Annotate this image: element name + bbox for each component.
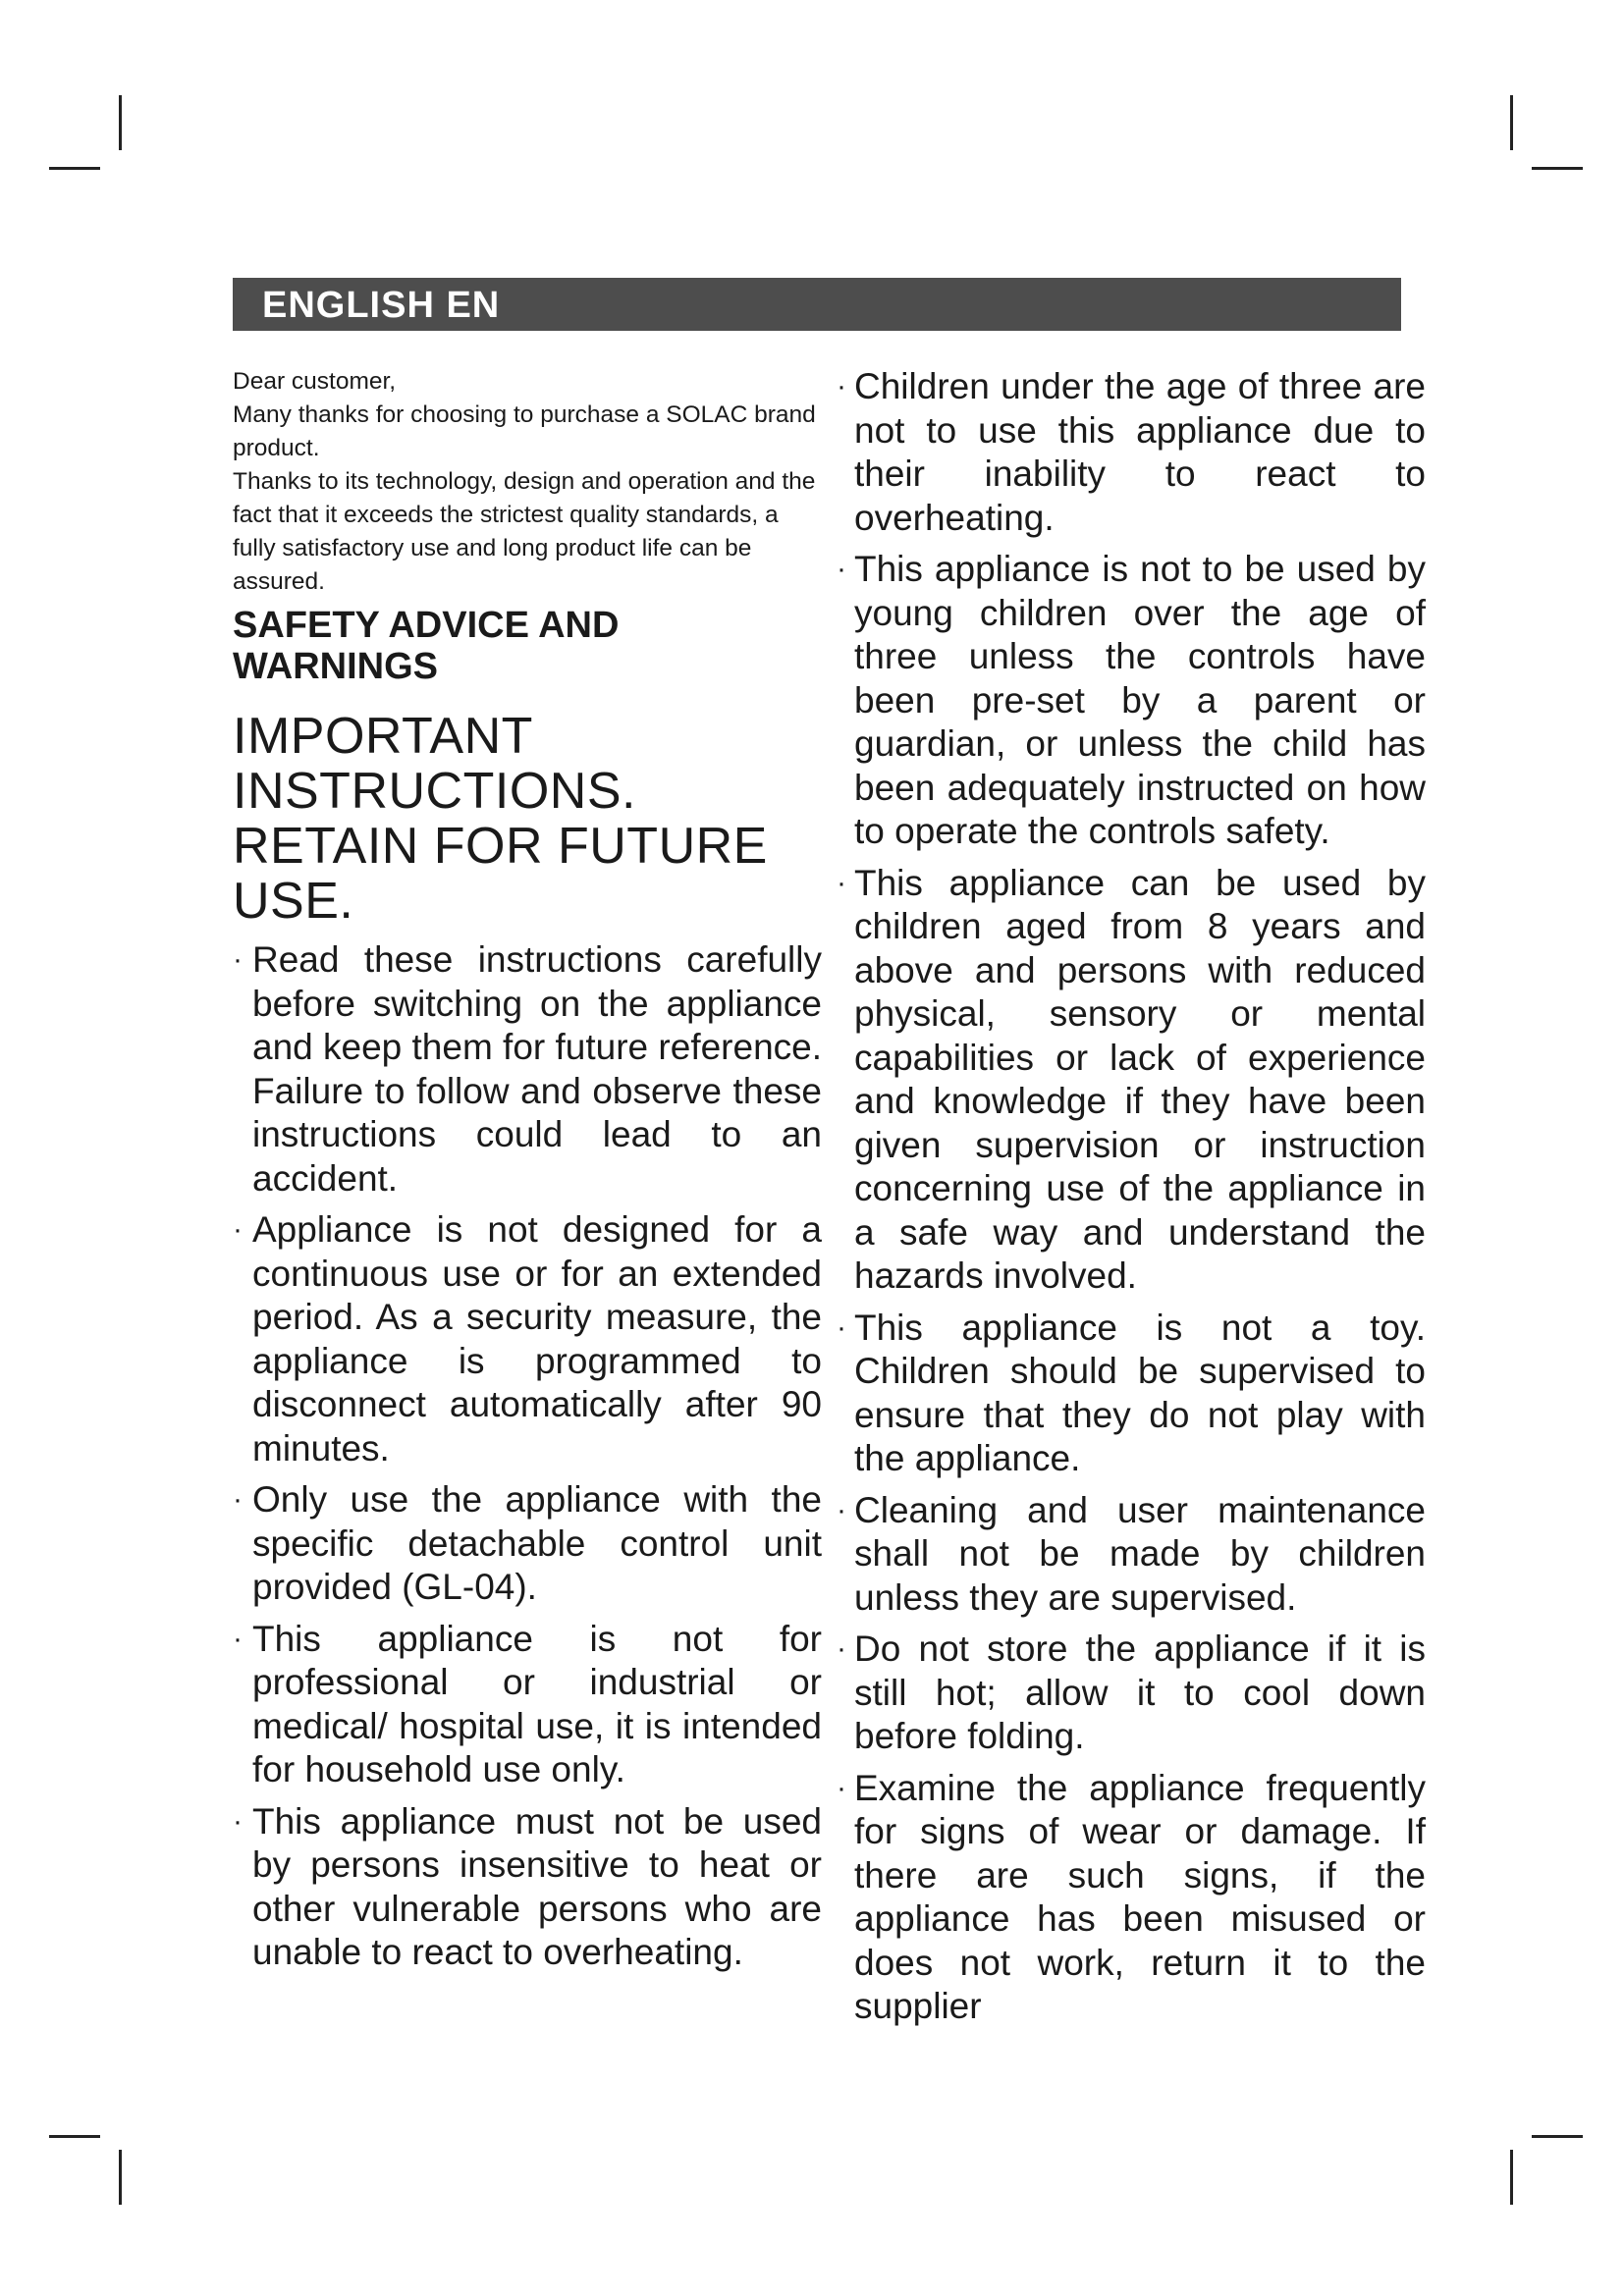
bullet-icon: ·: [837, 1310, 846, 1344]
important-instructions-heading: IMPORTANT INSTRUCTIONS. RETAIN FOR FUTURE USE.: [233, 708, 768, 930]
crop-mark-top-left-horizontal: [49, 167, 100, 170]
list-item-text: This appliance can be used by children aged from 8 years and above and persons with reduced physical, sensory or mental capabilities or lack of experience and knowledge if they have been given supervision or instruction concerning use of the appliance in a safe way and understand the hazards involved.: [854, 862, 1426, 1296]
list-item-text: Do not store the appliance if it is still hot; allow it to cool down before folding.: [854, 1629, 1426, 1756]
list-item: [233, 1618, 822, 1792]
list-item-text: Read these instructions carefully before switching on the appliance and keep them for future reference. Failure to follow and observe these instructions could lead to an accident.: [252, 939, 823, 1199]
bullet-icon: ·: [233, 1622, 243, 1655]
crop-mark-top-left-vertical: [119, 95, 122, 150]
left-warnings-list: [233, 938, 822, 1975]
bullet-icon: ·: [233, 1213, 243, 1246]
language-header-bar: [233, 278, 1401, 331]
list-item: [837, 1767, 1426, 2029]
bullet-icon: ·: [837, 1493, 846, 1526]
right-column: [837, 365, 1426, 2037]
bullet-icon: ·: [233, 943, 243, 976]
list-item-text: Only use the appliance with the specific detachable control unit provided (GL-04).: [252, 1479, 822, 1607]
list-item: [233, 938, 822, 1201]
crop-mark-bottom-right-horizontal: [1532, 2135, 1583, 2138]
list-item-text: Children under the age of three are not to use this appliance due to their inability to react to overheating.: [854, 366, 1426, 538]
list-item-text: Appliance is not designed for a continuous use or for an extended period. As a security measure, the appliance is programmed to disconnect automatically after 90 minutes.: [252, 1209, 822, 1468]
language-label: ENGLISH EN: [262, 285, 501, 326]
bullet-icon: ·: [837, 553, 846, 585]
bullet-icon: ·: [837, 1632, 846, 1665]
list-item: [233, 1208, 822, 1470]
crop-mark-top-right-vertical: [1510, 95, 1513, 150]
bullet-icon: ·: [233, 1483, 243, 1516]
list-item: [837, 862, 1426, 1299]
bullet-icon: ·: [837, 1771, 846, 1804]
list-item: [837, 548, 1426, 854]
crop-mark-bottom-right-vertical: [1510, 2150, 1513, 2205]
list-item-text: This appliance is not a toy. Children should be supervised to ensure that they do not play with the appliance.: [854, 1307, 1426, 1478]
list-item: [837, 1489, 1426, 1621]
bullet-icon: ·: [837, 866, 846, 899]
bullet-icon: ·: [233, 1804, 243, 1838]
crop-mark-bottom-left-horizontal: [49, 2135, 100, 2138]
left-column: [233, 365, 822, 1983]
list-item: [837, 365, 1426, 540]
right-warnings-list: [837, 365, 1426, 2029]
bullet-icon: ·: [837, 370, 846, 402]
list-item: [837, 1628, 1426, 1759]
list-item-text: This appliance is not for professional or industrial or medical/ hospital use, it is intended for household use only.: [252, 1618, 822, 1789]
list-item: [233, 1478, 822, 1610]
list-item: [233, 1800, 822, 1975]
list-item: [837, 1307, 1426, 1481]
crop-mark-bottom-left-vertical: [119, 2150, 122, 2205]
safety-heading: SAFETY ADVICE AND WARNINGS: [233, 605, 620, 687]
intro-greeting: Dear customer,: [233, 368, 397, 395]
list-item-text: This appliance must not be used by persons insensitive to heat or other vulnerable persons who are unable to react to overheating.: [252, 1800, 822, 1972]
list-item-text: Examine the appliance frequently for signs of wear or damage. If there are such signs, if the appliance has been misused or does not work, return it to the supplier: [854, 1767, 1426, 2026]
list-item-text: This appliance is not to be used by young children over the age of three unless the controls have been pre-set by a parent or guardian, or unless the child has been adequately instructed on how to operate the controls safety.: [854, 549, 1426, 851]
intro-quality: Thanks to its technology, design and operation and the fact that it exceeds the strictest quality standards, a fully satisfactory use and long product life can be assured.: [233, 468, 816, 595]
intro-text: [233, 365, 822, 599]
crop-mark-top-right-horizontal: [1532, 167, 1583, 170]
list-item-text: Cleaning and user maintenance shall not be made by children unless they are supervised.: [854, 1489, 1426, 1618]
intro-thanks: Many thanks for choosing to purchase a SOLAC brand product.: [233, 401, 816, 461]
